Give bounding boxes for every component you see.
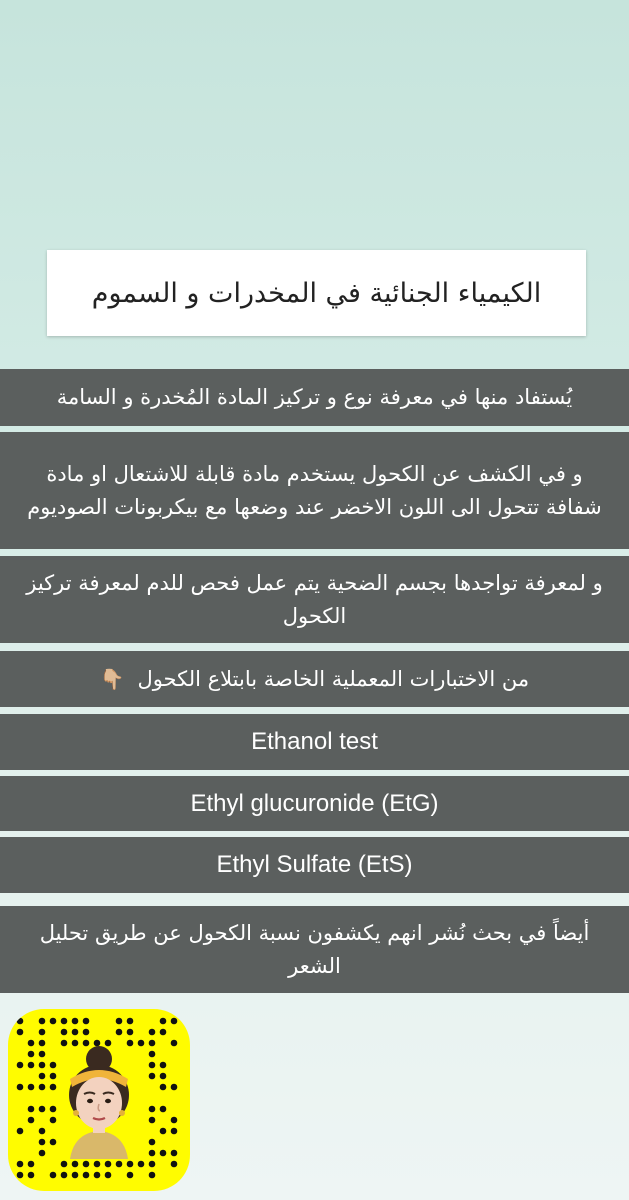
snapcode-dot [17, 1128, 24, 1135]
snapcode-dot [149, 1161, 156, 1168]
snapcode-dot [105, 1161, 112, 1168]
snapcode-dot [61, 1040, 68, 1047]
snapcode-dot [17, 1029, 24, 1036]
snapcode-dot [61, 1161, 68, 1168]
info-band-text: و لمعرفة تواجدها بجسم الضحية يتم عمل فحص للدم لمعرفة تركيز الكحول [26, 570, 603, 628]
snapcode-dot [127, 1018, 134, 1025]
snapcode-dot [116, 1161, 123, 1168]
bitmoji-avatar [69, 1046, 129, 1159]
title-card [47, 250, 586, 336]
snapcode-dot [72, 1029, 79, 1036]
snapcode-dot [160, 1106, 167, 1113]
snapcode-dot [28, 1051, 35, 1058]
snapcode-dot [160, 1128, 167, 1135]
snapcode-dot [160, 1150, 167, 1157]
info-band-text: و في الكشف عن الكحول يستخدم مادة قابلة للاشتعال او مادة شفافة تتحول الى اللون الاخضر عند وضعها مع بيكربونات الصوديوم [27, 461, 602, 519]
snapcode-dot [17, 1161, 24, 1168]
snapcode-dot [28, 1161, 35, 1168]
info-band-alcohol-detection [0, 432, 629, 549]
snapcode-dot [171, 1117, 178, 1124]
snapcode-dot [149, 1029, 156, 1036]
snapcode-dot [83, 1161, 90, 1168]
snapcode-dot [61, 1018, 68, 1025]
snapcode-dot [39, 1084, 46, 1091]
snapcode-dot [138, 1040, 145, 1047]
snapcode-dot [138, 1161, 145, 1168]
snapcode-dot [94, 1172, 101, 1179]
snapcode-dot [116, 1029, 123, 1036]
snapcode-dot [72, 1172, 79, 1179]
snapcode-dot [149, 1062, 156, 1069]
snapcode-dot [39, 1051, 46, 1058]
snapcode-dot [149, 1150, 156, 1157]
info-band-hair-analysis [0, 906, 629, 993]
snapcode-dot [39, 1073, 46, 1080]
snapcode-dot [83, 1029, 90, 1036]
snapcode-dot [160, 1084, 167, 1091]
snapcode-dot [28, 1062, 35, 1069]
snapcode-dot [149, 1040, 156, 1047]
snapcode-dot [39, 1150, 46, 1157]
snapcode-dot [160, 1062, 167, 1069]
snapcode-dot [39, 1128, 46, 1135]
snapcode-dot [149, 1073, 156, 1080]
info-band-blood-test [0, 556, 629, 643]
snapcode-dot [171, 1040, 178, 1047]
snapcode-dot [160, 1029, 167, 1036]
snapcode-dot [28, 1084, 35, 1091]
snapcode-dot [39, 1139, 46, 1146]
snapcode-dot [28, 1040, 35, 1047]
snapcode-dot [61, 1029, 68, 1036]
snapcode-dot [149, 1139, 156, 1146]
snapcode-dot [17, 1084, 24, 1091]
snapcode-dot [83, 1040, 90, 1047]
snapcode-dot [171, 1084, 178, 1091]
snapcode-dot [39, 1106, 46, 1113]
snapcode-dot [28, 1117, 35, 1124]
snapcode-dot [39, 1040, 46, 1047]
snapcode-dot [39, 1062, 46, 1069]
snapcode-dot [171, 1128, 178, 1135]
snapcode-dot [50, 1084, 57, 1091]
info-band-text: يُستفاد منها في معرفة نوع و تركيز المادة المُخدرة و السامة [56, 385, 573, 409]
snapcode-dot [83, 1172, 90, 1179]
snapcode-dot [28, 1106, 35, 1113]
snapcode-dot [50, 1139, 57, 1146]
snapcode-dot [171, 1150, 178, 1157]
snapcode-dot [17, 1018, 24, 1025]
snapcode-dot [149, 1106, 156, 1113]
snapcode-dot [50, 1018, 57, 1025]
snapcode-dot [50, 1062, 57, 1069]
test-item-ets [0, 837, 629, 893]
test-item-label: Ethanol test [251, 728, 378, 755]
snapcode-dot [116, 1018, 123, 1025]
snapcode-dot [149, 1172, 156, 1179]
snapcode-dot [127, 1029, 134, 1036]
snapcode-dot [17, 1062, 24, 1069]
test-item-ethanol [0, 714, 629, 770]
snapcode-dot [50, 1106, 57, 1113]
test-item-label: Ethyl glucuronide (EtG) [190, 789, 439, 817]
snapcode-dot [94, 1161, 101, 1168]
test-item-etg [0, 776, 629, 831]
snapcode-dot [149, 1117, 156, 1124]
pointing-down-hand-icon: 👇🏼 [99, 666, 125, 691]
snapcode-dot [50, 1117, 57, 1124]
snapcode-dot [72, 1018, 79, 1025]
snapcode-dot [127, 1172, 134, 1179]
snapcode-dot [127, 1040, 134, 1047]
info-band-usage [0, 369, 629, 426]
snapcode-dot [39, 1018, 46, 1025]
snapcode-dot [28, 1172, 35, 1179]
snapcode-dot [50, 1172, 57, 1179]
snapcode-dot [160, 1073, 167, 1080]
test-item-label: Ethyl Sulfate (EtS) [216, 851, 413, 878]
snapcode-dot [105, 1172, 112, 1179]
snapcode-dot [61, 1172, 68, 1179]
snapcode-dot [171, 1161, 178, 1168]
snapcode[interactable] [8, 1009, 190, 1191]
snapcode-dot [72, 1040, 79, 1047]
info-band-text: أيضاً في بحث نُشر انهم يكشفون نسبة الكحول عن طريق تحليل الشعر [39, 920, 590, 978]
snapcode-dot [160, 1018, 167, 1025]
snapcode-dot [94, 1040, 101, 1047]
page-title: الكيمياء الجنائية في المخدرات و السموم [91, 277, 542, 309]
snapcode-dot [17, 1172, 24, 1179]
snapcode-dot [105, 1040, 112, 1047]
info-band-lab-tests-heading [0, 651, 629, 707]
snapcode-dot [39, 1029, 46, 1036]
snapcode-dot [127, 1161, 134, 1168]
snapcode-dot [171, 1018, 178, 1025]
info-band-text: من الاختبارات المعملية الخاصة بابتلاع الكحول [137, 666, 530, 691]
snapcode-dot [149, 1051, 156, 1058]
snapcode-bitmoji-icon [8, 1009, 190, 1191]
snapcode-dot [50, 1073, 57, 1080]
snapcode-dot [83, 1018, 90, 1025]
snapcode-dot [72, 1161, 79, 1168]
